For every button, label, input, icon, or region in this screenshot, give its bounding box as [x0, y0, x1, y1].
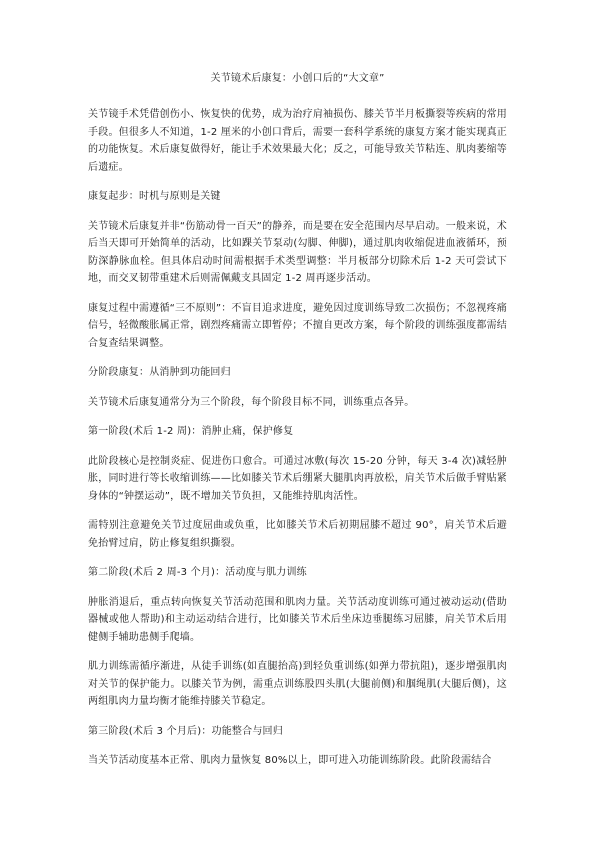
stage2-paragraph-2: 肌力训练需循序渐进，从徒手训练(如直腿抬高)到轻负重训练(如弹力带抗阻)，逐步增强肌肉对关节的保护能力。以膝关节为例，需重点训练股四头肌(大腿前侧)和腘绳肌(大腿后侧)，这两组肌肉力量均衡才能维持膝关节稳定。: [88, 661, 507, 707]
paragraph-three-principles: 康复过程中需遵循“三不原则”：不盲目追求进度，避免因过度训练导致二次损伤；不忽视疼痛信号，轻微酸胀属正常，剧烈疼痛需立即暂停；不擅自更改方案，每个阶段的训练强度都需结合复查结果调整。: [88, 302, 507, 349]
stage1-paragraph-1: 此阶段核心是控制炎症、促进伤口愈合。可通过冰敷(每次 15-20 分钟，每天 3-4 次)减轻肿胀，同时进行等长收缩训练——比如膝关节术后绷紧大腿肌肉再放松，肩关节术后做手臂贴紧身体的“钟摆运动”，既不增加关节负担，又能维持肌肉活性。: [88, 455, 507, 502]
section-heading-staged-rehab: 分阶段康复：从消肿到功能回归: [88, 367, 231, 378]
stage3-paragraph-1: 当关节活动度基本正常、肌肉力量恢复 80%以上，即可进入功能训练阶段。此阶段需结合: [88, 755, 492, 766]
document-title: 关节镜术后康复：小创口后的“大文章”: [210, 73, 385, 84]
paragraph-rehab-timing: 关节镜术后康复并非“伤筋动骨一百天”的静养，而是要在安全范围内尽早启动。一般来说，术后当天即可开始简单的活动，比如踝关节泵动(勾脚、伸脚)，通过肌肉收缩促进血液循环，预防深静脉血栓。但具体启动时间需根据手术类型调整：半月板部分切除术后 1-2 天可尝试下地，而交叉韧带重建术后则需佩戴支具固定 1-2 周再逐步活动。: [88, 220, 507, 284]
paragraph-staged-overview: 关节镜术后康复通常分为三个阶段，每个阶段目标不同，训练重点各异。: [88, 396, 415, 408]
stage1-heading: 第一阶段(术后 1-2 周)：消肿止痛，保护修复: [88, 426, 294, 437]
stage2-paragraph-1: 肿胀消退后，重点转向恢复关节活动范围和肌肉力量。关节活动度训练可通过被动运动(借助器械或他人帮助)和主动运动结合进行，比如膝关节术后坐床边垂腿练习屈膝，肩关节术后用健侧手辅助患侧手爬墙。: [88, 596, 507, 643]
stage2-heading: 第二阶段(术后 2 周-3 个月)：活动度与肌力训练: [88, 567, 307, 578]
stage3-heading: 第三阶段(术后 3 个月后)：功能整合与回归: [88, 725, 283, 737]
intro-paragraph: 关节镜手术凭借创伤小、恢复快的优势，成为治疗肩袖损伤、膝关节半月板撕裂等疾病的常用手段。但很多人不知道，1-2 厘米的小创口背后，需要一套科学系统的康复方案才能实现真正的功能恢复。术后康复做得好，能让手术效果最大化；反之，可能导致关节粘连、肌肉萎缩等后遗症。: [88, 109, 507, 173]
stage1-paragraph-2: 需特别注意避免关节过度屈曲或负重，比如膝关节术后初期屈膝不超过 90°，肩关节术后避免抬臂过肩，防止修复组织撕裂。: [88, 520, 507, 549]
section-heading-rehab-start: 康复起步：时机与原则是关键: [88, 191, 221, 202]
